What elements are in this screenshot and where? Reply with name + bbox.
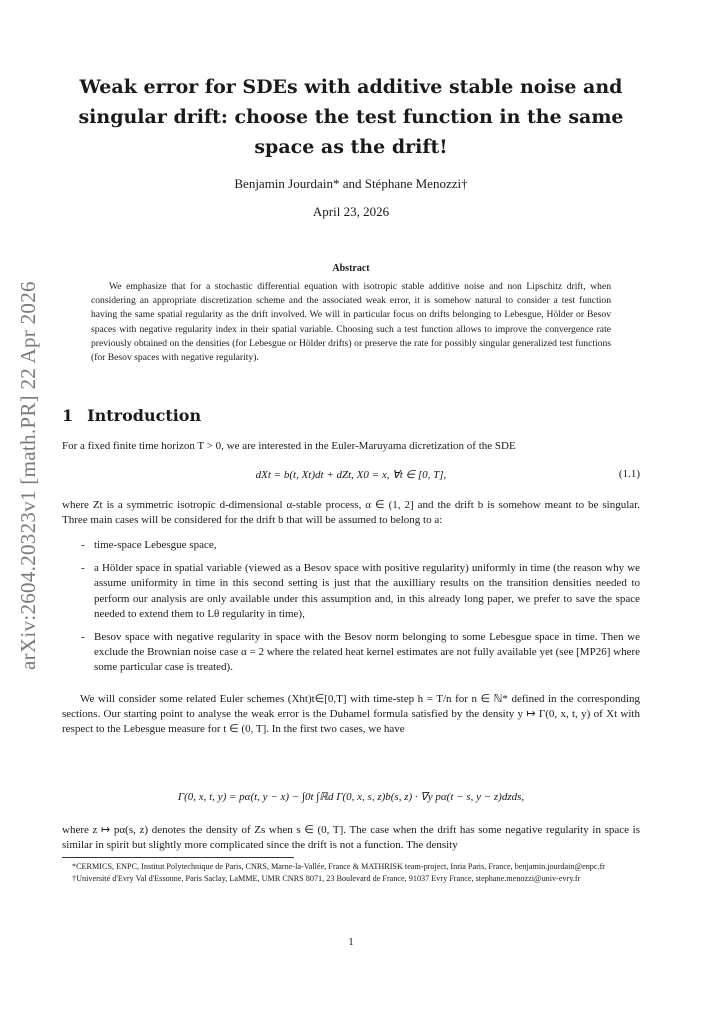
- paper-title: Weak error for SDEs with additive stable noise and singular drift: choose the test function in the same space as the drift!: [78, 76, 624, 158]
- equation-1-1-number: (1.1): [618, 468, 640, 480]
- drift-case-list: [81, 538, 640, 684]
- page-number: 1: [348, 936, 354, 948]
- list-item: - Besov space with negative regularity in space with the Besov norm belonging to some Lebesgue space in time. Then we exclude the Brownian noise case α = 2 where the related heat kernel estimates are not fully available yet (see [MP26] where some particular case is treated).: [81, 631, 640, 674]
- paper-authors: Benjamin Jourdain* and Stéphane Menozzi†: [234, 176, 468, 191]
- footnotes: [62, 861, 640, 885]
- equation-1-1-body: dXt = b(t, Xt)dt + dZt, X0 = x, ∀t ∈ [0, T],: [255, 469, 447, 481]
- abstract-body: We emphasize that for a stochastic differential equation with isotropic stable additive noise and non Lipschitz drift, when considering an appropriate discretization scheme and the associated weak error, it is somehow natural to consider a test function having the same spatial regularity as the drift involved. We will in particular focus on drifts belonging to Lebesgue, Hölder or Besov spaces with negative regularity index in their spatial variable. Choosing such a test function allows to improve the convergence rate previously obtained on the densities (for Lebesgue or Hölder drifts) or preserve the rate for possibly singular generalized test functions (for Besov spaces with negative regularity).: [91, 281, 611, 364]
- paragraph-intro: For a fixed finite time horizon T > 0, we are interested in the Euler-Maruyama dicretization of the SDE: [62, 440, 516, 452]
- equation-duhamel-body: Γ(0, x, t, y) = pα(t, y − x) − ∫0t ∫ℝd Γ(0, x, s, z)b(s, z) · ∇y pα(t − s, y − z)dzds,: [177, 791, 525, 803]
- abstract-heading: Abstract: [332, 263, 370, 274]
- section-heading: [62, 406, 201, 425]
- arxiv-stamp: arXiv:2604.20323v1 [math.PR] 22 Apr 2026: [16, 281, 40, 670]
- footnote-affiliation-1: *CERMICS, ENPC, Institut Polytechnique de Paris, CNRS, Marne-la-Vallée, France & MATHRISK team-project, Inria Paris, France, benjamin.jourdain@enpc.fr: [72, 862, 606, 871]
- section-number: 1: [62, 406, 74, 425]
- section-title: Introduction: [87, 406, 202, 425]
- footnote-affiliation-2: †Université d'Evry Val d'Essonne, Paris Saclay, LaMME, UMR CNRS 8071, 23 Boulevard de France, 91037 Evry France, stephane.menozzi@univ-evry.fr: [72, 873, 581, 883]
- paragraph-density: where z ↦ pα(s, z) denotes the density of Zs when s ∈ (0, T]. The case when the drift has some negative regularity in space is similar in spirit but slightly more complicated since the drift is not a function. The density: [62, 824, 640, 852]
- list-item: - time-space Lebesgue space,: [81, 539, 217, 551]
- paragraph-drift-cases: where Zt is a symmetric isotropic d-dimensional α-stable process, α ∈ (1, 2] and the drift b is somehow meant to be singular. Three main cases will be considered for the drift b that will be assumed to belong to a:: [62, 499, 640, 527]
- paragraph-euler-schemes: We will consider some related Euler schemes (Xht)t∈[0,T] with time-step h = T/n for n ∈ ℕ* defined in the corresponding sections. Our starting point to analyse the weak error is the Duhamel formula satisfied by the density y ↦ Γ(0, x, t, y) of Xt with respect to the Lebesgue measure for t ∈ (0, T]. In the first two cases, we have: [62, 693, 640, 736]
- list-item: - a Hölder space in spatial variable (viewed as a Besov space with positive regularity) uniformly in time (the reason why we assume uniformity in time in this second setting is just that the auxilliary results on the transition densities needed to perform our analysis are only available under this assumption and, in this already long paper, we prefer to save the space needed to extend them to Lθ regularity in time),: [81, 562, 640, 620]
- paper-date: April 23, 2026: [312, 204, 390, 219]
- footnote-rule: [62, 857, 294, 858]
